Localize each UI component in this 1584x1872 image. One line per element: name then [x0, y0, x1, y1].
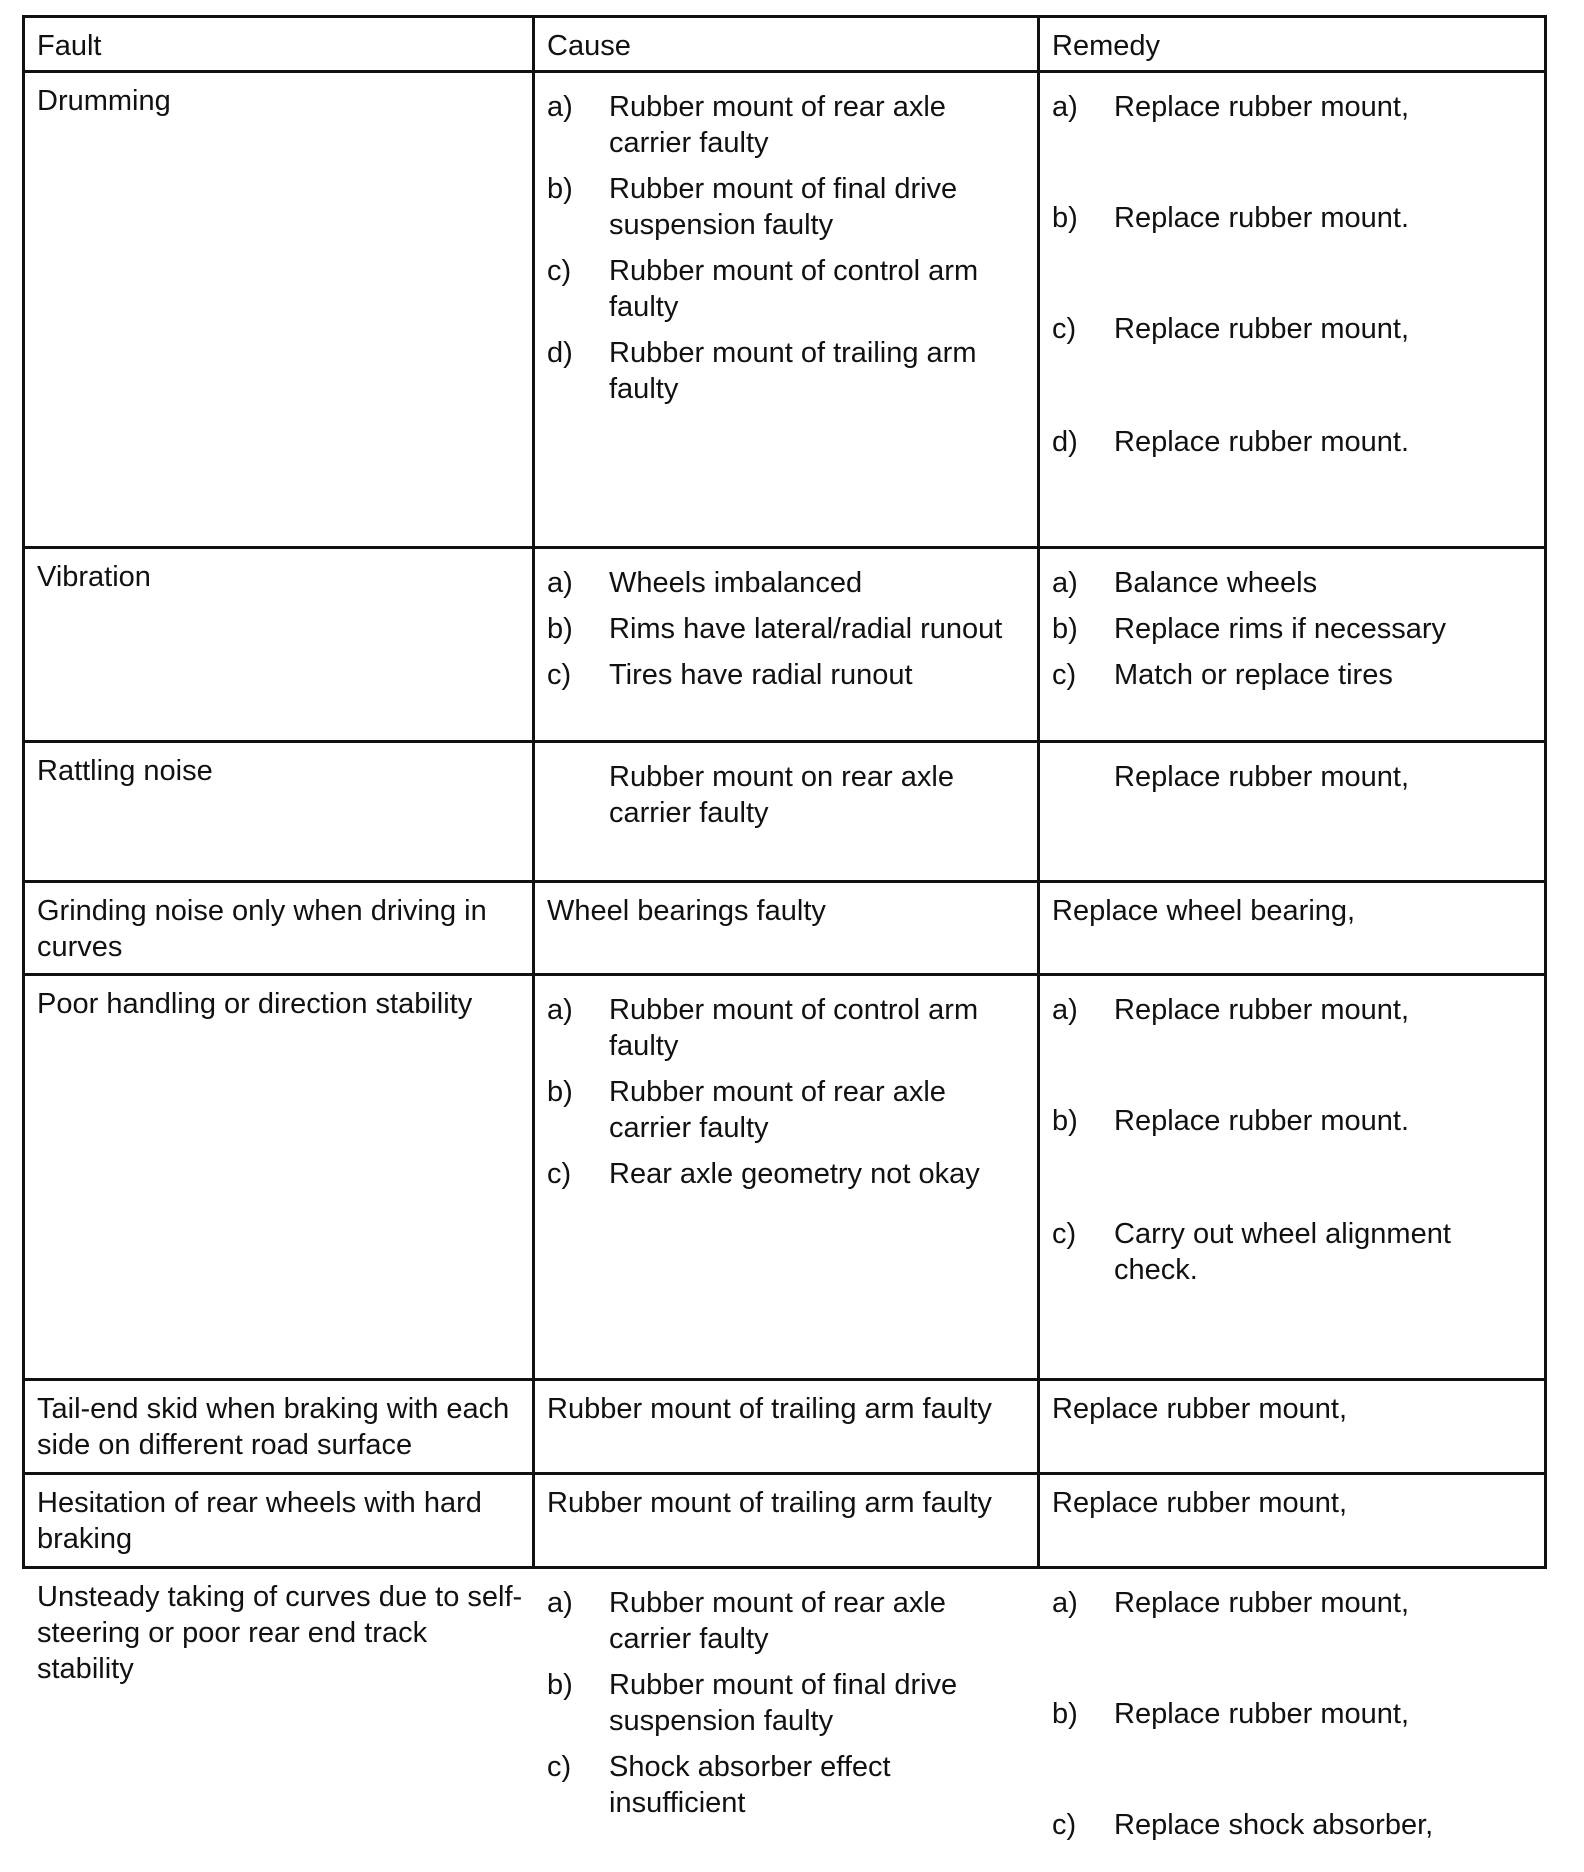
item-label: c)	[1052, 1218, 1077, 1250]
item-label: a)	[1052, 91, 1078, 123]
item-text: Rubber mount of rear axle carrier faulty	[609, 1076, 946, 1144]
remedy-cell	[1040, 1569, 1544, 1859]
remedy-cell	[1040, 73, 1544, 546]
table-row	[22, 1475, 1547, 1569]
item-text: Rubber mount on rear axle carrier faulty	[609, 761, 954, 829]
fault-cell: Unsteady taking of curves due to self-steering or poor rear end track stability	[37, 1581, 523, 1685]
item-text: Wheels imbalanced	[609, 567, 863, 599]
cause-cell	[535, 1569, 1040, 1859]
remedy-item	[1052, 759, 1532, 795]
table-row	[22, 73, 1547, 549]
item-text: Match or replace tires	[1114, 659, 1393, 691]
item-label: c)	[547, 659, 572, 691]
remedy-cell	[1040, 743, 1544, 880]
item-label: b)	[547, 613, 573, 645]
remedy-item	[1052, 611, 1532, 647]
item-label: b)	[1052, 1698, 1078, 1730]
table-row	[22, 549, 1547, 743]
item-label: c)	[1052, 1809, 1077, 1841]
item-text: Rims have lateral/radial runout	[609, 613, 1003, 645]
remedy-item	[1052, 1696, 1532, 1807]
item-text: Rubber mount of final drive suspension faulty	[609, 1669, 958, 1737]
item-label: c)	[1052, 659, 1077, 691]
remedy-item	[1052, 89, 1532, 200]
header-cause: Cause	[535, 18, 1040, 70]
item-label: a)	[1052, 994, 1078, 1026]
fault-table	[22, 15, 1547, 1859]
item-label: b)	[547, 173, 573, 205]
table-row	[22, 883, 1547, 976]
remedy-item	[1052, 657, 1532, 693]
item-label: b)	[1052, 613, 1078, 645]
cause-cell: Rubber mount of trailing arm faulty	[535, 1475, 1040, 1566]
remedy-item	[1052, 1103, 1532, 1216]
item-label: c)	[547, 1751, 572, 1783]
cause-item	[547, 89, 1025, 161]
cause-item	[547, 335, 1025, 407]
remedy-item	[1052, 1807, 1532, 1843]
table-row	[22, 1381, 1547, 1475]
item-text: Rubber mount of trailing arm faulty	[609, 337, 977, 405]
fault-cell: Drumming	[25, 73, 535, 546]
cause-item	[547, 253, 1025, 325]
item-text: Replace rubber mount,	[1114, 313, 1409, 345]
item-text: Shock absorber effect insufficient	[609, 1751, 891, 1819]
cause-item	[547, 759, 1025, 831]
cause-cell	[535, 73, 1040, 546]
item-label: b)	[547, 1669, 573, 1701]
cause-item	[547, 1749, 1028, 1821]
item-text: Carry out wheel alignment check.	[1114, 1218, 1451, 1286]
table-row	[22, 743, 1547, 883]
cause-item	[547, 171, 1025, 243]
remedy-item	[1052, 1585, 1532, 1696]
fault-cell: Poor handling or direction stability	[25, 976, 535, 1378]
item-text: Replace rubber mount.	[1114, 1105, 1409, 1137]
item-text: Rubber mount of rear axle carrier faulty	[609, 91, 946, 159]
item-text: Replace rubber mount,	[1114, 1698, 1409, 1730]
header-remedy: Remedy	[1052, 30, 1160, 62]
remedy-cell: Replace rubber mount,	[1052, 1487, 1347, 1519]
remedy-item	[1052, 311, 1532, 424]
item-label: c)	[547, 255, 572, 287]
item-label: a)	[1052, 567, 1078, 599]
cause-item	[547, 1667, 1028, 1739]
item-text: Replace rubber mount,	[1114, 761, 1409, 793]
item-label: d)	[547, 337, 573, 369]
fault-cell: Vibration	[25, 549, 535, 740]
item-text: Tires have radial runout	[609, 659, 913, 691]
item-label: a)	[1052, 1587, 1078, 1619]
item-label: b)	[1052, 202, 1078, 234]
item-label	[1052, 759, 1114, 795]
item-text: Replace rubber mount,	[1114, 1587, 1409, 1619]
cause-item	[547, 611, 1025, 647]
item-text: Rubber mount of control arm faulty	[609, 994, 979, 1062]
table-header-row	[22, 15, 1547, 73]
item-text: Balance wheels	[1114, 567, 1318, 599]
remedy-item	[1052, 992, 1532, 1103]
item-text: Rubber mount of rear axle carrier faulty	[609, 1587, 946, 1655]
cause-cell: Wheel bearings faulty	[535, 883, 1040, 973]
item-text: Replace shock absorber,	[1114, 1809, 1434, 1841]
remedy-item	[1052, 424, 1532, 460]
item-text: Replace rubber mount,	[1114, 994, 1409, 1026]
item-text: Replace rubber mount,	[1114, 91, 1409, 123]
table-row	[22, 1569, 1547, 1859]
remedy-cell: Replace rubber mount,	[1052, 1393, 1347, 1425]
fault-cell: Hesitation of rear wheels with hard braking	[25, 1475, 535, 1566]
cause-item	[547, 1156, 1025, 1192]
cause-cell	[535, 549, 1040, 740]
cause-item	[547, 992, 1025, 1064]
item-text: Replace rubber mount.	[1114, 426, 1409, 458]
remedy-cell	[1040, 976, 1544, 1378]
cause-cell	[535, 743, 1040, 880]
cause-item	[547, 1074, 1025, 1146]
item-label: a)	[547, 567, 573, 599]
remedy-item	[1052, 1216, 1532, 1288]
item-label	[547, 759, 609, 831]
item-label: d)	[1052, 426, 1078, 458]
item-text: Rubber mount of control arm faulty	[609, 255, 979, 323]
header-fault: Fault	[25, 18, 535, 70]
item-label: a)	[547, 994, 573, 1026]
fault-cell: Grinding noise only when driving in curves	[25, 883, 535, 973]
table-row	[22, 976, 1547, 1381]
remedy-cell: Replace wheel bearing,	[1052, 895, 1356, 927]
cause-item	[547, 1585, 1028, 1657]
cause-item	[547, 565, 1025, 601]
item-label: c)	[547, 1158, 572, 1190]
remedy-item	[1052, 565, 1532, 601]
item-label: a)	[547, 1587, 573, 1619]
cause-item	[547, 657, 1025, 693]
item-label: b)	[1052, 1105, 1078, 1137]
item-label: b)	[547, 1076, 573, 1108]
item-text: Rubber mount of final drive suspension faulty	[609, 173, 958, 241]
item-text: Replace rubber mount.	[1114, 202, 1409, 234]
item-label: a)	[547, 91, 573, 123]
fault-cell: Rattling noise	[25, 743, 535, 880]
item-label: c)	[1052, 313, 1077, 345]
cause-cell	[535, 976, 1040, 1378]
item-text: Replace rims if necessary	[1114, 613, 1446, 645]
item-text: Rear axle geometry not okay	[609, 1158, 980, 1190]
fault-cell: Tail-end skid when braking with each side on different road surface	[25, 1381, 535, 1472]
remedy-item	[1052, 200, 1532, 311]
remedy-cell	[1040, 549, 1544, 740]
cause-cell: Rubber mount of trailing arm faulty	[535, 1381, 1040, 1472]
